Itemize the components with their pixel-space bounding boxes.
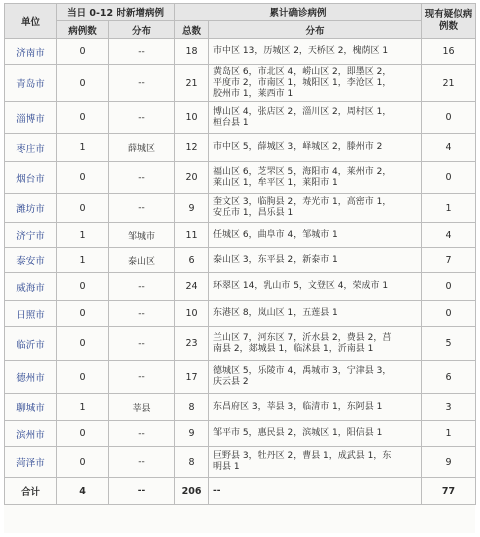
case-table xyxy=(4,3,476,505)
row-new-dist: 邹城市 xyxy=(109,223,175,248)
row-suspected: 0 xyxy=(422,301,476,327)
row-cum-dist: 博山区 4，张店区 2，淄川区 2，周村区 1， 桓台县 1 xyxy=(209,102,422,134)
row-new-dist: 泰山区 xyxy=(109,248,175,273)
row-suspected: 9 xyxy=(422,447,476,478)
table-row xyxy=(5,223,476,248)
row-suspected: 1 xyxy=(422,194,476,223)
row-new-dist: -- xyxy=(109,361,175,394)
row-new-dist: -- xyxy=(109,162,175,194)
row-total: 12 xyxy=(175,134,209,162)
row-new-cases: 0 xyxy=(57,421,109,447)
row-new-cases: 0 xyxy=(57,273,109,301)
row-new-dist: -- xyxy=(109,194,175,223)
row-cum-dist: -- xyxy=(209,478,422,505)
row-cum-dist: 福山区 6，芝罘区 5，海阳市 4，莱州市 2， 莱山区 1，牟平区 1，莱阳市 1 xyxy=(209,162,422,194)
table-row xyxy=(5,361,476,394)
row-new-dist: -- xyxy=(109,65,175,102)
table-row xyxy=(5,478,476,505)
row-new-cases: 1 xyxy=(57,223,109,248)
header-suspected: 现有疑似病例数 xyxy=(422,4,476,39)
row-suspected: 7 xyxy=(422,248,476,273)
header-daily-cases: 病例数 xyxy=(57,21,109,39)
row-unit: 淄博市 xyxy=(5,102,57,134)
row-cum-dist: 环翠区 14，乳山市 5，文登区 4，荣成市 1 xyxy=(209,273,422,301)
row-suspected: 4 xyxy=(422,134,476,162)
row-suspected: 16 xyxy=(422,39,476,65)
row-total: 11 xyxy=(175,223,209,248)
table-row xyxy=(5,102,476,134)
row-new-dist: -- xyxy=(109,447,175,478)
row-unit: 青岛市 xyxy=(5,65,57,102)
row-new-dist: -- xyxy=(109,273,175,301)
header-daily-group: 当日 0-12 时新增病例 xyxy=(57,4,175,21)
row-cum-dist: 德城区 5，乐陵市 4，禹城市 3，宁津县 3， 庆云县 2 xyxy=(209,361,422,394)
table-row xyxy=(5,421,476,447)
row-unit: 烟台市 xyxy=(5,162,57,194)
row-unit: 临沂市 xyxy=(5,327,57,361)
row-new-cases: 4 xyxy=(57,478,109,505)
row-suspected: 5 xyxy=(422,327,476,361)
row-cum-dist: 黄岛区 6，市北区 4，崂山区 2，即墨区 2， 平度市 2，市南区 1，城阳区 1，李沧区 1， 胶州市 1，莱西市 1 xyxy=(209,65,422,102)
row-cum-dist: 东昌府区 3，莘县 3，临清市 1，东阿县 1 xyxy=(209,394,422,421)
row-cum-dist: 邹平市 5，惠民县 2，滨城区 1，阳信县 1 xyxy=(209,421,422,447)
row-unit: 日照市 xyxy=(5,301,57,327)
row-cum-dist: 市中区 5，薛城区 3，峄城区 2，滕州市 2 xyxy=(209,134,422,162)
table-row xyxy=(5,162,476,194)
table-row xyxy=(5,39,476,65)
row-new-dist: -- xyxy=(109,421,175,447)
header-total: 总数 xyxy=(175,21,209,39)
row-new-cases: 1 xyxy=(57,134,109,162)
row-total: 8 xyxy=(175,394,209,421)
row-new-cases: 0 xyxy=(57,447,109,478)
row-total: 206 xyxy=(175,478,209,505)
table-row xyxy=(5,273,476,301)
row-new-dist: 莘县 xyxy=(109,394,175,421)
row-unit: 聊城市 xyxy=(5,394,57,421)
table-row xyxy=(5,194,476,223)
row-suspected: 21 xyxy=(422,65,476,102)
row-new-cases: 1 xyxy=(57,394,109,421)
row-new-dist: -- xyxy=(109,327,175,361)
row-suspected: 6 xyxy=(422,361,476,394)
row-cum-dist: 兰山区 7，河东区 7，沂水县 2，费县 2，莒 南县 2，郯城县 1，临沭县 1，沂南县 1 xyxy=(209,327,422,361)
header-cumulative-group: 累计确诊病例 xyxy=(175,4,422,21)
row-new-cases: 0 xyxy=(57,301,109,327)
row-total: 17 xyxy=(175,361,209,394)
row-total: 9 xyxy=(175,421,209,447)
header-daily-dist: 分布 xyxy=(109,21,175,39)
row-new-cases: 0 xyxy=(57,65,109,102)
row-new-cases: 1 xyxy=(57,248,109,273)
row-unit: 滨州市 xyxy=(5,421,57,447)
row-cum-dist: 奎文区 3，临朐县 2，寿光市 1，高密市 1， 安丘市 1，昌乐县 1 xyxy=(209,194,422,223)
case-table-container xyxy=(4,3,475,533)
table-row xyxy=(5,248,476,273)
row-cum-dist: 市中区 13，历城区 2，天桥区 2，槐荫区 1 xyxy=(209,39,422,65)
row-unit: 潍坊市 xyxy=(5,194,57,223)
table-row xyxy=(5,301,476,327)
table-row xyxy=(5,394,476,421)
row-total: 20 xyxy=(175,162,209,194)
case-table-body xyxy=(5,39,476,505)
header-cum-dist: 分布 xyxy=(209,21,422,39)
table-row xyxy=(5,134,476,162)
row-suspected: 1 xyxy=(422,421,476,447)
row-cum-dist: 泰山区 3，东平县 2，新泰市 1 xyxy=(209,248,422,273)
table-row xyxy=(5,65,476,102)
row-suspected: 0 xyxy=(422,273,476,301)
row-unit: 枣庄市 xyxy=(5,134,57,162)
row-unit: 济宁市 xyxy=(5,223,57,248)
table-row xyxy=(5,327,476,361)
row-new-dist: -- xyxy=(109,478,175,505)
row-total: 10 xyxy=(175,102,209,134)
row-new-dist: -- xyxy=(109,301,175,327)
header-unit: 单位 xyxy=(5,4,57,39)
row-total: 9 xyxy=(175,194,209,223)
row-new-cases: 0 xyxy=(57,102,109,134)
row-cum-dist: 东港区 8，岚山区 1，五莲县 1 xyxy=(209,301,422,327)
row-total: 10 xyxy=(175,301,209,327)
row-unit: 威海市 xyxy=(5,273,57,301)
row-unit: 德州市 xyxy=(5,361,57,394)
row-total: 21 xyxy=(175,65,209,102)
row-new-cases: 0 xyxy=(57,194,109,223)
row-suspected: 4 xyxy=(422,223,476,248)
row-total: 24 xyxy=(175,273,209,301)
row-new-dist: -- xyxy=(109,102,175,134)
row-cum-dist: 巨野县 3，牡丹区 2，曹县 1，成武县 1，东 明县 1 xyxy=(209,447,422,478)
row-unit: 菏泽市 xyxy=(5,447,57,478)
table-row xyxy=(5,447,476,478)
row-suspected: 0 xyxy=(422,102,476,134)
row-new-dist: 薛城区 xyxy=(109,134,175,162)
row-unit: 泰安市 xyxy=(5,248,57,273)
row-total: 8 xyxy=(175,447,209,478)
row-unit: 济南市 xyxy=(5,39,57,65)
row-new-dist: -- xyxy=(109,39,175,65)
row-suspected: 3 xyxy=(422,394,476,421)
row-new-cases: 0 xyxy=(57,361,109,394)
row-suspected: 0 xyxy=(422,162,476,194)
row-new-cases: 0 xyxy=(57,327,109,361)
row-total: 23 xyxy=(175,327,209,361)
row-new-cases: 0 xyxy=(57,39,109,65)
row-unit: 合计 xyxy=(5,478,57,505)
row-total: 6 xyxy=(175,248,209,273)
row-cum-dist: 任城区 6，曲阜市 4，邹城市 1 xyxy=(209,223,422,248)
row-new-cases: 0 xyxy=(57,162,109,194)
row-total: 18 xyxy=(175,39,209,65)
row-suspected: 77 xyxy=(422,478,476,505)
